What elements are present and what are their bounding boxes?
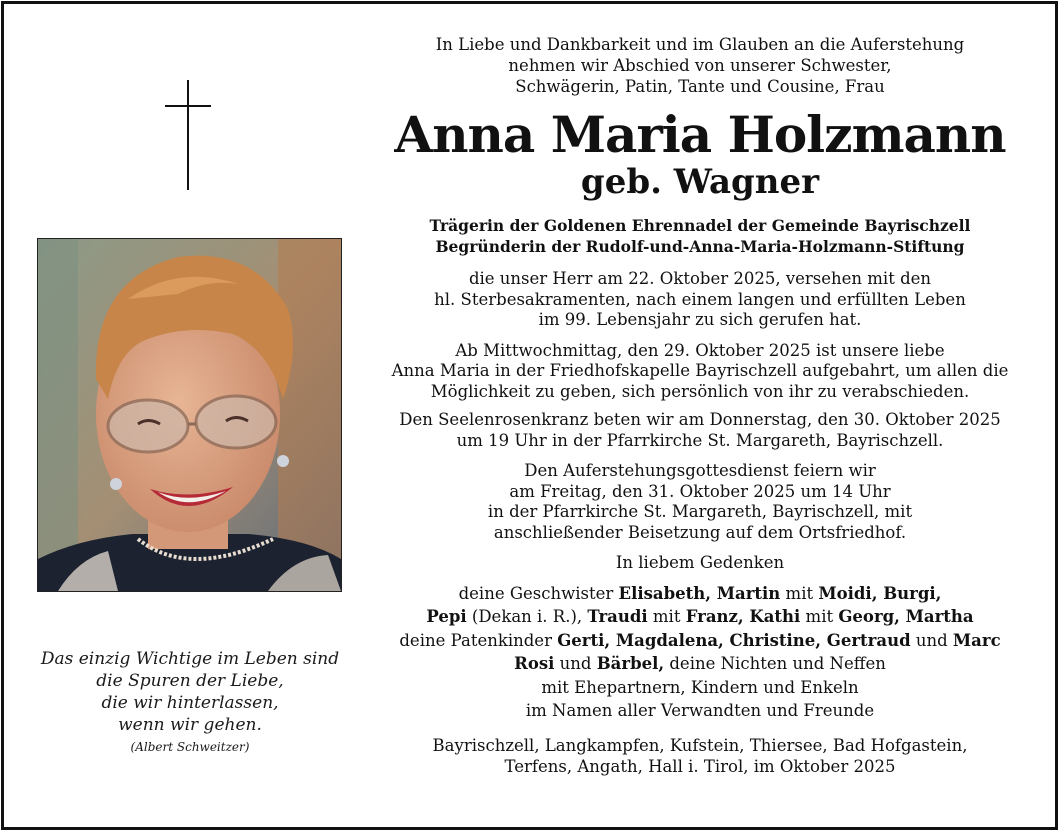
honor-line: Trägerin der Goldenen Ehrennadel der Gemeinde Bayrischzell <box>429 216 971 235</box>
remembrance-heading: In liebem Gedenken <box>615 553 785 572</box>
quote-line: die Spuren der Liebe, <box>96 671 284 691</box>
honors <box>385 215 1015 257</box>
names: Rosi <box>514 654 555 673</box>
text: und <box>910 630 953 650</box>
names: Traudi <box>587 607 648 626</box>
text-line: Ab Mittwochmittag, den 29. Oktober 2025 ist unsere liebe <box>455 340 945 360</box>
text-line: hl. Sterbesakramenten, nach einem langen und erfüllten Leben <box>434 289 966 309</box>
deceased-name: Anna Maria Holzmann <box>394 105 1006 164</box>
text-line: Anna Maria in der Friedhofskapelle Bayrischzell aufgebahrt, um allen die <box>391 361 1009 380</box>
cross-icon <box>163 80 213 190</box>
quote-line: die wir hinterlassen, <box>101 693 279 713</box>
family-line <box>385 605 1015 629</box>
text-line: am Freitag, den 31. Oktober 2025 um 14 Uhr <box>509 481 891 501</box>
rosary-notice <box>385 410 1015 451</box>
text: deine Geschwister <box>458 583 619 603</box>
names: Elisabeth, Martin <box>618 583 781 603</box>
text-line: Den Auferstehungsgottesdienst feiern wir <box>524 461 876 480</box>
names: Marc <box>952 630 1001 650</box>
text-line: Terfens, Angath, Hall i. Tirol, im Oktober 2025 <box>504 756 896 776</box>
intro-line: In Liebe und Dankbarkeit und im Glauben an die Auferstehung <box>435 35 965 54</box>
text-line: die unser Herr am 22. Oktober 2025, versehen mit den <box>468 269 932 288</box>
family-line <box>385 629 1015 653</box>
names: Franz, Kathi <box>685 607 801 626</box>
text: mit <box>647 607 686 626</box>
text-line: Den Seelenrosenkranz beten wir am Donnerstag, den 30. Oktober 2025 <box>399 410 1001 429</box>
service-notice <box>385 461 1015 543</box>
family-line: im Namen aller Verwandten und Freunde <box>525 701 875 720</box>
family-line <box>385 582 1015 606</box>
text: (Dekan i. R.), <box>466 607 588 626</box>
text-line: um 19 Uhr in der Pfarrkirche St. Margareth, Bayrischzell. <box>456 430 944 450</box>
quote-line: Das einzig Wichtige im Leben sind <box>40 649 340 669</box>
names: Bärbel, <box>596 654 665 673</box>
quote-block <box>30 648 350 756</box>
obituary-text <box>385 34 1015 777</box>
portrait-photo <box>37 238 342 592</box>
text: mit <box>800 607 839 626</box>
honor-line: Begründerin der Rudolf-und-Anna-Maria-Holzmann-Stiftung <box>435 237 965 256</box>
family-list <box>385 582 1015 723</box>
names: Georg, Martha <box>838 607 974 626</box>
intro-text <box>385 34 1015 97</box>
family-line <box>385 652 1015 676</box>
family-line: mit Ehepartnern, Kindern und Enkeln <box>541 677 859 697</box>
death-notice <box>385 269 1015 331</box>
text-line: im 99. Lebensjahr zu sich gerufen hat. <box>538 310 862 329</box>
birth-name: geb. Wagner <box>580 162 820 202</box>
names: Gerti, Magdalena, Christine, Gertraud <box>557 630 911 650</box>
intro-line: nehmen wir Abschied von unserer Schwester, <box>508 56 892 75</box>
quote-line: wenn wir gehen. <box>118 715 262 735</box>
text-line: Möglichkeit zu geben, sich persönlich von ihr zu verabschieden. <box>430 381 970 401</box>
text: und <box>554 654 597 673</box>
places-date <box>385 735 1015 777</box>
text-line: anschließender Beisetzung auf dem Ortsfriedhof. <box>493 522 907 542</box>
text-line: Bayrischzell, Langkampfen, Kufstein, Thiersee, Bad Hofgastein, <box>432 735 968 755</box>
text: mit <box>780 583 819 603</box>
viewing-notice <box>385 341 1015 403</box>
text: deine Patenkinder <box>399 630 558 650</box>
text-line: in der Pfarrkirche St. Margareth, Bayrischzell, mit <box>487 502 913 521</box>
names: Moidi, Burgi, <box>818 583 942 603</box>
intro-line: Schwägerin, Patin, Tante und Cousine, Frau <box>515 77 885 96</box>
names: Pepi <box>426 607 467 626</box>
quote-author: (Albert Schweitzer) <box>130 740 250 754</box>
text: deine Nichten und Neffen <box>664 654 886 673</box>
